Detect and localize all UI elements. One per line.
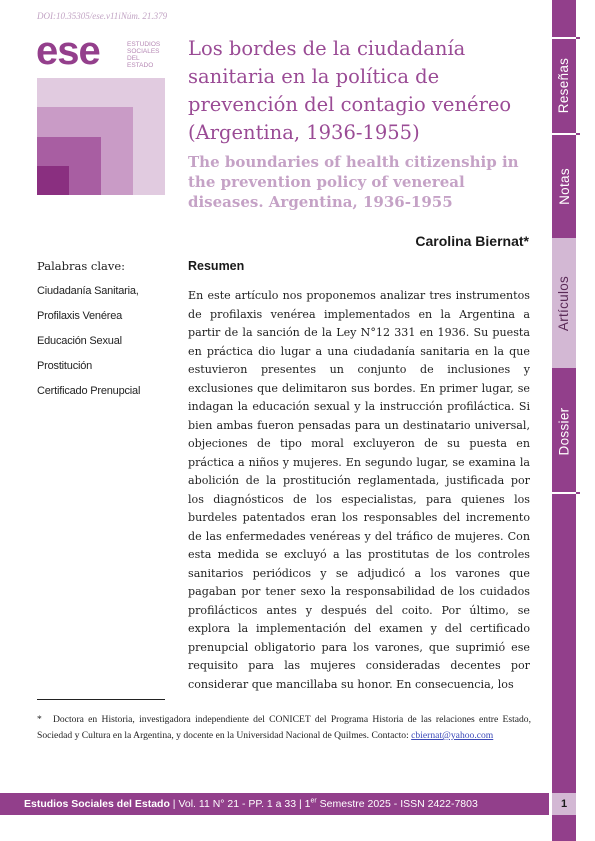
- tab-articulos[interactable]: [552, 238, 576, 368]
- tab-separator: [576, 37, 580, 39]
- doi: DOI:10.35305/ese.v11iNúm. 21.379: [37, 11, 168, 21]
- logo-subtitle-line: ESTADO: [127, 62, 154, 69]
- article-title-spanish: Los bordes de la ciudadanía sanitaria en la política de prevención del contagio venéreo (Argentina, 1936-1955): [188, 37, 512, 144]
- tab-separator: [576, 492, 580, 494]
- author-email-link[interactable]: cbiernat@yahoo.com: [411, 730, 494, 741]
- keyword-item: Educación Sexual: [37, 335, 122, 347]
- logo-subtitle-line: SOCIALES: [127, 48, 160, 55]
- tab-notas[interactable]: [552, 135, 576, 238]
- footer-bar: [0, 793, 549, 815]
- abstract-heading: Resumen: [188, 259, 245, 273]
- tab-label: Reseñas: [556, 57, 572, 114]
- footer-ordinal: er: [310, 797, 317, 805]
- footnote: [37, 712, 531, 744]
- tab-separator: [552, 492, 576, 494]
- tab-resenas[interactable]: [552, 38, 576, 133]
- footer-issn: Semestre 2025 - ISSN 2422-7803: [316, 798, 478, 810]
- footer-journal-name: Estudios Sociales del Estado: [24, 798, 170, 810]
- logo-squares: [37, 78, 165, 195]
- tab-label: Notas: [556, 168, 572, 205]
- logo-subtitle-line: ESTUDIOS: [127, 41, 161, 48]
- keyword-item: Profilaxis Venérea: [37, 310, 123, 322]
- tab-label: Artículos: [556, 275, 572, 331]
- keyword-item: Certificado Prenupcial: [37, 385, 141, 397]
- journal-logo-subtitle: [127, 41, 160, 69]
- tab-separator: [552, 37, 576, 39]
- journal-logo: ese: [36, 29, 100, 73]
- footer-issue-info: | Vol. 11 N° 21 - PP. 1 a 33 | 1: [169, 798, 311, 810]
- tab-label: Dossier: [556, 407, 572, 455]
- footnote-mark: *: [37, 714, 42, 725]
- keywords-list: [37, 285, 140, 410]
- keywords-heading: Palabras clave:: [37, 259, 126, 273]
- keyword-item: Prostitución: [37, 360, 93, 372]
- keyword-item: Ciudadanía Sanitaria,: [37, 285, 139, 297]
- tab-separator: [576, 133, 580, 135]
- logo-square-4: [37, 166, 69, 195]
- article-title-english: The boundaries of health citizenship in the prevention policy of venereal diseases. Argentina, 1936-1955: [188, 153, 519, 211]
- author-name: Carolina Biernat*: [415, 233, 529, 249]
- page-number: 1: [552, 793, 576, 815]
- logo-subtitle-line: DEL: [127, 55, 140, 62]
- tab-dossier[interactable]: [552, 370, 576, 492]
- footnote-text: Doctora en Historia, investigadora independiente del CONICET del Programa Historia de las relaciones entre Estado, Sociedad y Cultura en la Argentina, y docente en la Universidad Nacional de Quilmes. Contacto:: [37, 714, 531, 741]
- abstract-text: En este artículo nos proponemos analizar tres instrumentos de profilaxis venérea implementados en la Argentina a partir de la sanción de la Ley N°12 331 en 1936. Su puesta en práctica dio lugar a una ciudadanía sanitaria en la que estuvieron presentes un conjunto de inclusiones y exclusiones que delimitaron sus bordes. En primer lugar, se indagan la educación sexual y la instrucción profiláctica. Si bien ambas fueron pensadas para un destinatario universal, objeciones de tipo moral excluyeron de su puesta en práctica a niños y mujeres. En segundo lugar, se examina la abolición de la prostitución reglamentada, justificada por los diagnósticos de los especialistas, para quienes los burdeles patentados eran los responsables del incremento de las enfermedades venéreas y del tráfico de mujeres. Con esta medida se excluyó a las prostitutas de los controles sanitarios periódicos y se adjudicó a los varones que pagaban por tener sexo la responsabilidad de los cuidados profilácticos antes y después del coito. Por último, se explora la implementación del examen y del certificado prenupcial obligatorio para los varones, que suprimió ese requisito para las mujeres consideradas decentes por considerar que mancillaba su honor. En consecuencia, los: [188, 289, 530, 691]
- footnote-rule: [37, 699, 165, 700]
